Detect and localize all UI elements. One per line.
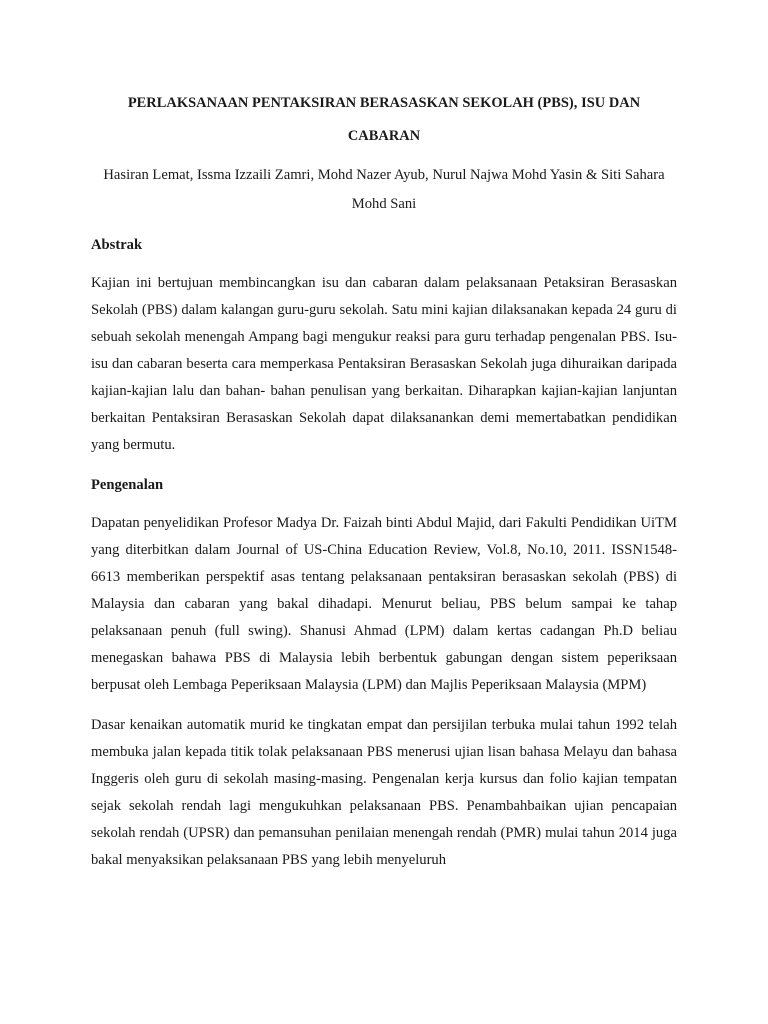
document-authors: Hasiran Lemat, Issma Izzaili Zamri, Mohd Nazer Ayub, Nurul Najwa Mohd Yasin & Siti Sahara Mohd Sani <box>103 167 665 212</box>
abstract-heading: Abstrak <box>91 237 143 253</box>
introduction-paragraph-1: Dapatan penyelidikan Profesor Madya Dr. Faizah binti Abdul Majid, dari Fakulti Pendidikan UiTM yang diterbitkan dalam Journal of US-China Education Review, Vol.8, No.10, 2011. ISSN1548-6613 memberikan perspektif asas tentang pelaksanaan pentaksiran berasaskan sekolah (PBS) di Malaysia dan cabaran yang bakal dihadapi. Menurut beliau, PBS belum sampai ke tahap pelaksanaan penuh (full swing). Shanusi Ahmad (LPM) dalam kertas cadangan Ph.D beliau menegaskan bahawa PBS di Malaysia lebih berbentuk gabungan dengan sistem peperiksaan berpusat oleh Lembaga Peperiksaan Malaysia (LPM) dan Majlis Peperiksaan Malaysia (MPM) <box>91 515 677 693</box>
document-title: PERLAKSANAAN PENTAKSIRAN BERASASKAN SEKOLAH (PBS), ISU DAN CABARAN <box>127 95 641 144</box>
abstract-paragraph: Kajian ini bertujuan membincangkan isu dan cabaran dalam pelaksanaan Petaksiran Berasaskan Sekolah (PBS) dalam kalangan guru-guru sekolah. Satu mini kajian dilaksanakan kepada 24 guru di sebuah sekolah menengah Ampang bagi mengukur reaksi para guru terhadap pengenalan PBS. Isu- isu dan cabaran beserta cara memperkasa Pentaksiran Berasaskan Sekolah juga dihuraikan daripada kajian-kajian lalu dan bahan- bahan penulisan yang berkaitan. Diharapkan kajian-kajian lanjuntan berkaitan Pentaksiran Berasaskan Sekolah dapat dilaksanankan demi memertabatkan pendidikan yang bermutu. <box>91 275 677 453</box>
introduction-heading: Pengenalan <box>91 477 164 493</box>
introduction-paragraph-2: Dasar kenaikan automatik murid ke tingkatan empat dan persijilan terbuka mulai tahun 1992 telah membuka jalan kepada titik tolak pelaksanaan PBS menerusi ujian lisan bahasa Melayu dan bahasa Inggeris oleh guru di sekolah masing-masing. Pengenalan kerja kursus dan folio kajian tempatan sejak sekolah rendah lagi mengukuhkan pelaksanaan PBS. Penambahbaikan ujian pencapaian sekolah rendah (UPSR) dan pemansuhan penilaian menengah rendah (PMR) mulai tahun 2014 juga bakal menyaksikan pelaksanaan PBS yang lebih menyeluruh <box>91 717 677 868</box>
